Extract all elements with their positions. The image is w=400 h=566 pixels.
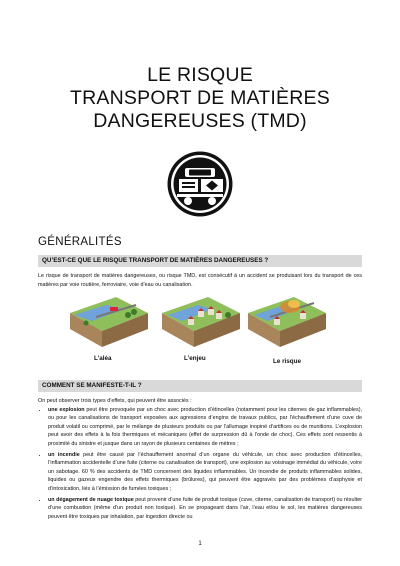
effects-intro: On peut observer trois types d’effets, qui peuvent être associés : xyxy=(38,398,192,404)
risque-illustration xyxy=(244,293,328,351)
effect-text: peut provenir d’une fuite de produit toxique (cuve, citerne, canalisation de transport) ou résulter d’une combustion (même d’un produit non toxique). En se propageant dans l’air, l’eau et/ou le sol, les matières dangereuses peuvent être toxiques par inhalation, par ingestion directe ou xyxy=(48,496,362,520)
page-number: 1 xyxy=(198,541,202,547)
caption-alea: L’aléa xyxy=(94,355,112,362)
enjeu-illustration xyxy=(158,293,242,351)
caption-enjeu: L’enjeu xyxy=(184,355,206,362)
subsection-heading-what: QU’EST-CE QUE LE RISQUE TRANSPORT DE MATIÈRES DANGEREUSES ? xyxy=(38,255,362,267)
list-item xyxy=(48,406,362,449)
effects-section xyxy=(38,397,362,523)
title-line-1: LE RISQUE xyxy=(147,64,253,86)
effect-text: peut être causé par l’échauffement anormal d’un organe du véhicule, un choc avec production d’étincelles, l’inflammation accidentelle d’une fuite (citerne ou canalisation de transport), une explosion au voisinage immédiat du véhicule, voire un sabotage. 60 % des accidents de TMD concernent des liquides inflammables. Un incendie de produits inflammables solides, liquides ou gazeux engendre des effets thermiques (brûlures), qui peuvent être aggravés par des problèmes d’asphyxie et d’intoxication, liés à l’émission de fumées toxiques ; xyxy=(48,451,363,492)
effect-term: une explosion xyxy=(48,406,85,413)
tmd-truck-icon xyxy=(166,150,234,218)
title-line-3: DANGEREUSES (TMD) xyxy=(93,110,307,132)
page-title xyxy=(0,64,400,133)
alea-illustration xyxy=(66,293,150,351)
section-heading: GÉNÉRALITÉS xyxy=(38,236,122,248)
intro-paragraph: Le risque de transport de matières dangereuses, ou risque TMD, est consécutif à un accident se produisant lors du transport de ces matières par voie routière, ferroviaire, voie d’eau ou canalisation. xyxy=(38,273,362,288)
effects-list xyxy=(38,406,362,522)
effect-term: un incendie xyxy=(48,451,80,458)
subsection-heading-how: COMMENT SE MANIFESTE-T-IL ? xyxy=(38,380,362,392)
effect-term: un dégagement de nuage toxique xyxy=(48,496,134,503)
title-line-2: TRANSPORT DE MATIÈRES xyxy=(70,87,330,109)
list-item xyxy=(48,451,362,494)
list-item xyxy=(48,496,362,522)
effect-text: peut être provoquée par un choc avec production d’étincelles (notamment pour les citernes de gaz inflammables), ou pour les canalisations de transport exposées aux agressions d’engins de travaux publics, par l’échauffement d’une cuve de produit volatil ou comprimé, par le mélange de plusieurs produits ou par l’allumage inopiné d’artifices ou de munitions. L’explosion peut avoir des effets à la fois thermiques et mécaniques (effet de surpression dû à l’onde de choc). Ces effets sont ressentis à proximité du sinistre et jusque dans un rayon de plusieurs centaines de mètres ; xyxy=(48,406,362,447)
caption-risque: Le risque xyxy=(273,358,301,365)
